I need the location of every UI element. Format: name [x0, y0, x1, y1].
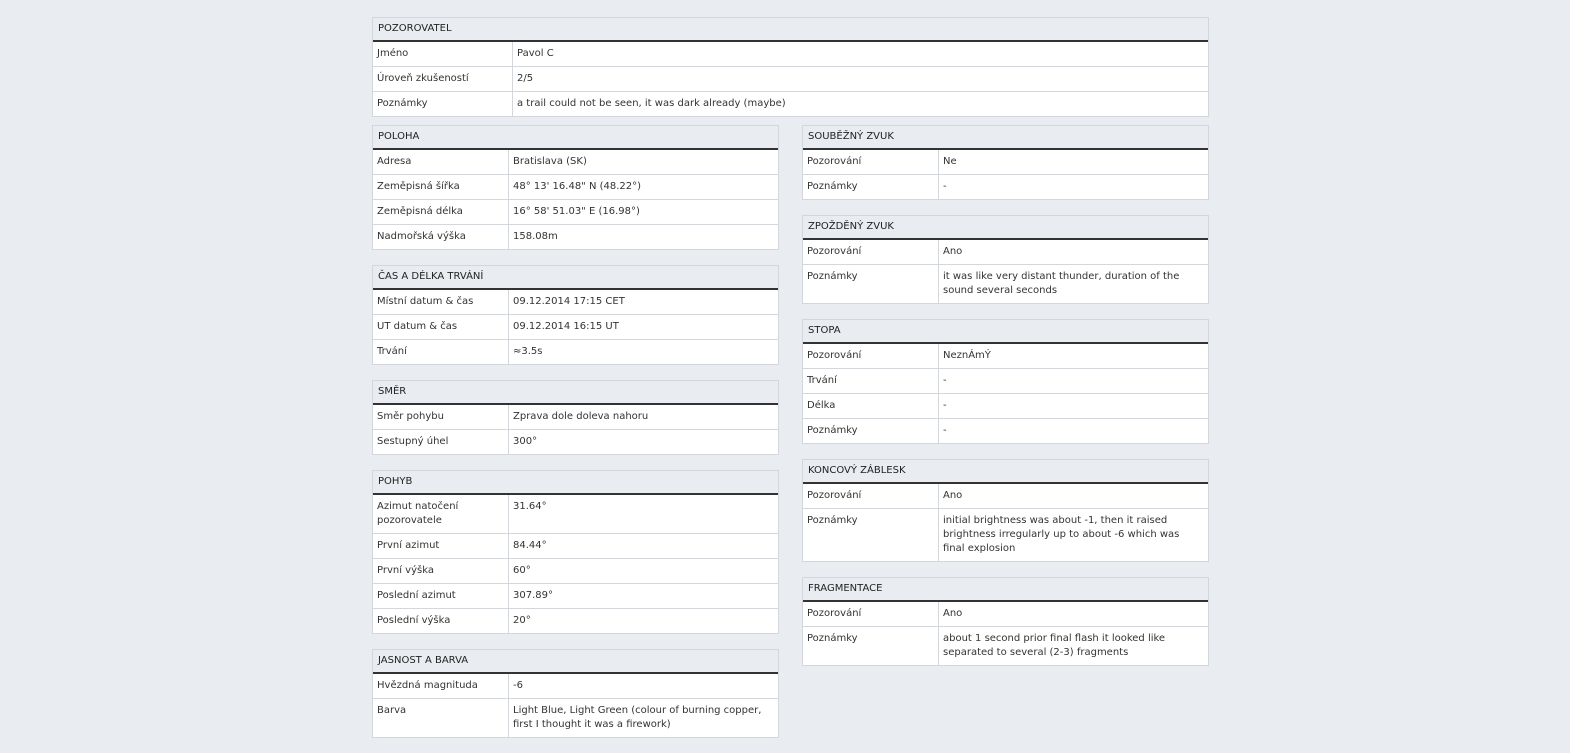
row-value: it was like very distant thunder, duration of the sound several seconds	[939, 265, 1209, 304]
poloha-table	[373, 150, 778, 249]
row-label: Poznámky	[803, 265, 939, 304]
row-value: 48° 13' 16.48" N (48.22°)	[509, 175, 779, 200]
jasnost-table	[373, 674, 778, 737]
table-row	[803, 394, 1208, 419]
soubezny-zvuk-table	[803, 150, 1208, 199]
row-label: Pozorování	[803, 484, 939, 509]
koncovy-zablesk-panel	[802, 459, 1209, 562]
row-label: První výška	[373, 559, 509, 584]
smer-panel	[372, 380, 779, 455]
row-value: about 1 second prior final flash it looked like separated to several (2-3) fragments	[939, 627, 1209, 666]
soubezny-zvuk-panel	[802, 125, 1209, 200]
row-label: Poznámky	[803, 175, 939, 200]
observer-table	[373, 42, 1208, 116]
row-value: Ne	[943, 156, 957, 167]
row-value: initial brightness was about -1, then it raised brightness irregularly up to about -6 which was final explosion	[939, 509, 1209, 562]
row-label: Poslední výška	[373, 609, 509, 634]
table-row	[373, 200, 778, 225]
table-row	[803, 344, 1208, 369]
row-value: Bratislava (SK)	[513, 156, 587, 167]
jasnost-panel	[372, 649, 779, 738]
fragmentace-panel	[802, 577, 1209, 666]
table-row	[803, 175, 1208, 200]
row-label: Poznámky	[803, 627, 939, 666]
table-row	[803, 602, 1208, 627]
row-value: Light Blue, Light Green (colour of burning copper, first I thought it was a firework)	[509, 699, 779, 738]
row-label: UT datum & čas	[373, 315, 509, 340]
row-label: Barva	[373, 699, 509, 738]
row-label: Trvání	[373, 340, 509, 365]
row-label: Pozorování	[803, 602, 939, 627]
row-value: 300°	[509, 430, 779, 455]
row-label: Zeměpisná šířka	[373, 175, 509, 200]
row-label: Pozorování	[803, 344, 939, 369]
pohyb-panel	[372, 470, 779, 634]
table-row	[373, 67, 1208, 92]
table-row	[373, 150, 778, 175]
row-value: 60°	[509, 559, 779, 584]
row-label: Trvání	[803, 369, 939, 394]
row-value: 16° 58' 51.03" E (16.98°)	[509, 200, 779, 225]
table-row	[803, 627, 1208, 666]
zpozdeny-zvuk-panel	[802, 215, 1209, 304]
row-value: Ano	[943, 608, 963, 619]
table-row	[803, 150, 1208, 175]
pohyb-table	[373, 495, 778, 633]
row-value: -	[939, 394, 1209, 419]
table-row	[803, 509, 1208, 562]
table-row	[373, 42, 1208, 67]
row-label: Úroveň zkušeností	[373, 67, 513, 92]
row-label: Azimut natočení pozorovatele	[373, 495, 509, 534]
cas-panel-title: ČAS A DÉLKA TRVÁNÍ	[373, 266, 778, 290]
row-value: -	[939, 419, 1209, 444]
smer-table	[373, 405, 778, 454]
stopa-panel	[802, 319, 1209, 444]
row-value: 307.89°	[509, 584, 779, 609]
row-label: Zeměpisná délka	[373, 200, 509, 225]
row-label: Adresa	[373, 150, 509, 175]
pohyb-panel-title: POHYB	[373, 471, 778, 495]
row-value: 2/5	[513, 67, 1209, 92]
row-value: 09.12.2014 16:15 UT	[509, 315, 779, 340]
row-value: 09.12.2014 17:15 CET	[513, 296, 625, 307]
row-label: Pozorování	[803, 150, 939, 175]
zpozdeny-zvuk-panel-title: ZPOŽDĚNÝ ZVUK	[803, 216, 1208, 240]
row-label: Jméno	[373, 42, 513, 67]
table-row	[373, 699, 778, 738]
table-row	[373, 584, 778, 609]
fragmentace-table	[803, 602, 1208, 665]
row-value: 31.64°	[513, 501, 547, 512]
table-row	[373, 315, 778, 340]
row-value: NeznÁmÝ	[943, 350, 991, 361]
row-label: Poslední azimut	[373, 584, 509, 609]
row-value: -	[939, 369, 1209, 394]
table-row	[373, 92, 1208, 117]
table-row	[803, 240, 1208, 265]
table-row	[803, 419, 1208, 444]
row-label: Sestupný úhel	[373, 430, 509, 455]
observer-panel-wrap	[372, 17, 1209, 132]
row-value: ≈3.5s	[509, 340, 779, 365]
table-row	[373, 559, 778, 584]
zpozdeny-zvuk-table	[803, 240, 1208, 303]
table-row	[803, 265, 1208, 304]
table-row	[373, 674, 778, 699]
row-label: Místní datum & čas	[373, 290, 509, 315]
row-label: Pozorování	[803, 240, 939, 265]
table-row	[373, 495, 778, 534]
table-row	[373, 340, 778, 365]
row-value: 158.08m	[509, 225, 779, 250]
table-row	[373, 430, 778, 455]
poloha-panel	[372, 125, 779, 250]
row-label: První azimut	[373, 534, 509, 559]
koncovy-zablesk-panel-title: KONCOVÝ ZÁBLESK	[803, 460, 1208, 484]
jasnost-panel-title: JASNOST A BARVA	[373, 650, 778, 674]
row-value: Ano	[943, 246, 963, 257]
row-label: Délka	[803, 394, 939, 419]
row-value: 20°	[509, 609, 779, 634]
row-value: 84.44°	[509, 534, 779, 559]
koncovy-zablesk-table	[803, 484, 1208, 561]
row-value: -	[939, 175, 1209, 200]
cas-panel	[372, 265, 779, 365]
stopa-panel-title: STOPA	[803, 320, 1208, 344]
table-row	[373, 405, 778, 430]
right-column	[802, 125, 1209, 681]
poloha-panel-title: POLOHA	[373, 126, 778, 150]
table-row	[373, 175, 778, 200]
row-value: -6	[513, 680, 523, 691]
table-row	[373, 225, 778, 250]
cas-table	[373, 290, 778, 364]
smer-panel-title: SMĚR	[373, 381, 778, 405]
row-label: Poznámky	[373, 92, 513, 117]
row-value: Ano	[943, 490, 963, 501]
fragmentace-panel-title: FRAGMENTACE	[803, 578, 1208, 602]
row-label: Poznámky	[803, 419, 939, 444]
table-row	[373, 609, 778, 634]
left-column	[372, 125, 779, 753]
table-row	[373, 290, 778, 315]
table-row	[373, 534, 778, 559]
soubezny-zvuk-panel-title: SOUBĚŽNÝ ZVUK	[803, 126, 1208, 150]
row-value: Pavol C	[517, 48, 554, 59]
row-label: Hvězdná magnituda	[373, 674, 509, 699]
table-row	[803, 484, 1208, 509]
row-value: Zprava dole doleva nahoru	[513, 411, 649, 422]
row-label: Směr pohybu	[373, 405, 509, 430]
observer-panel	[372, 17, 1209, 117]
stopa-table	[803, 344, 1208, 443]
observer-panel-title: POZOROVATEL	[373, 18, 1208, 42]
table-row	[803, 369, 1208, 394]
row-label: Poznámky	[803, 509, 939, 562]
row-label: Nadmořská výška	[373, 225, 509, 250]
row-value: a trail could not be seen, it was dark already (maybe)	[513, 92, 1209, 117]
